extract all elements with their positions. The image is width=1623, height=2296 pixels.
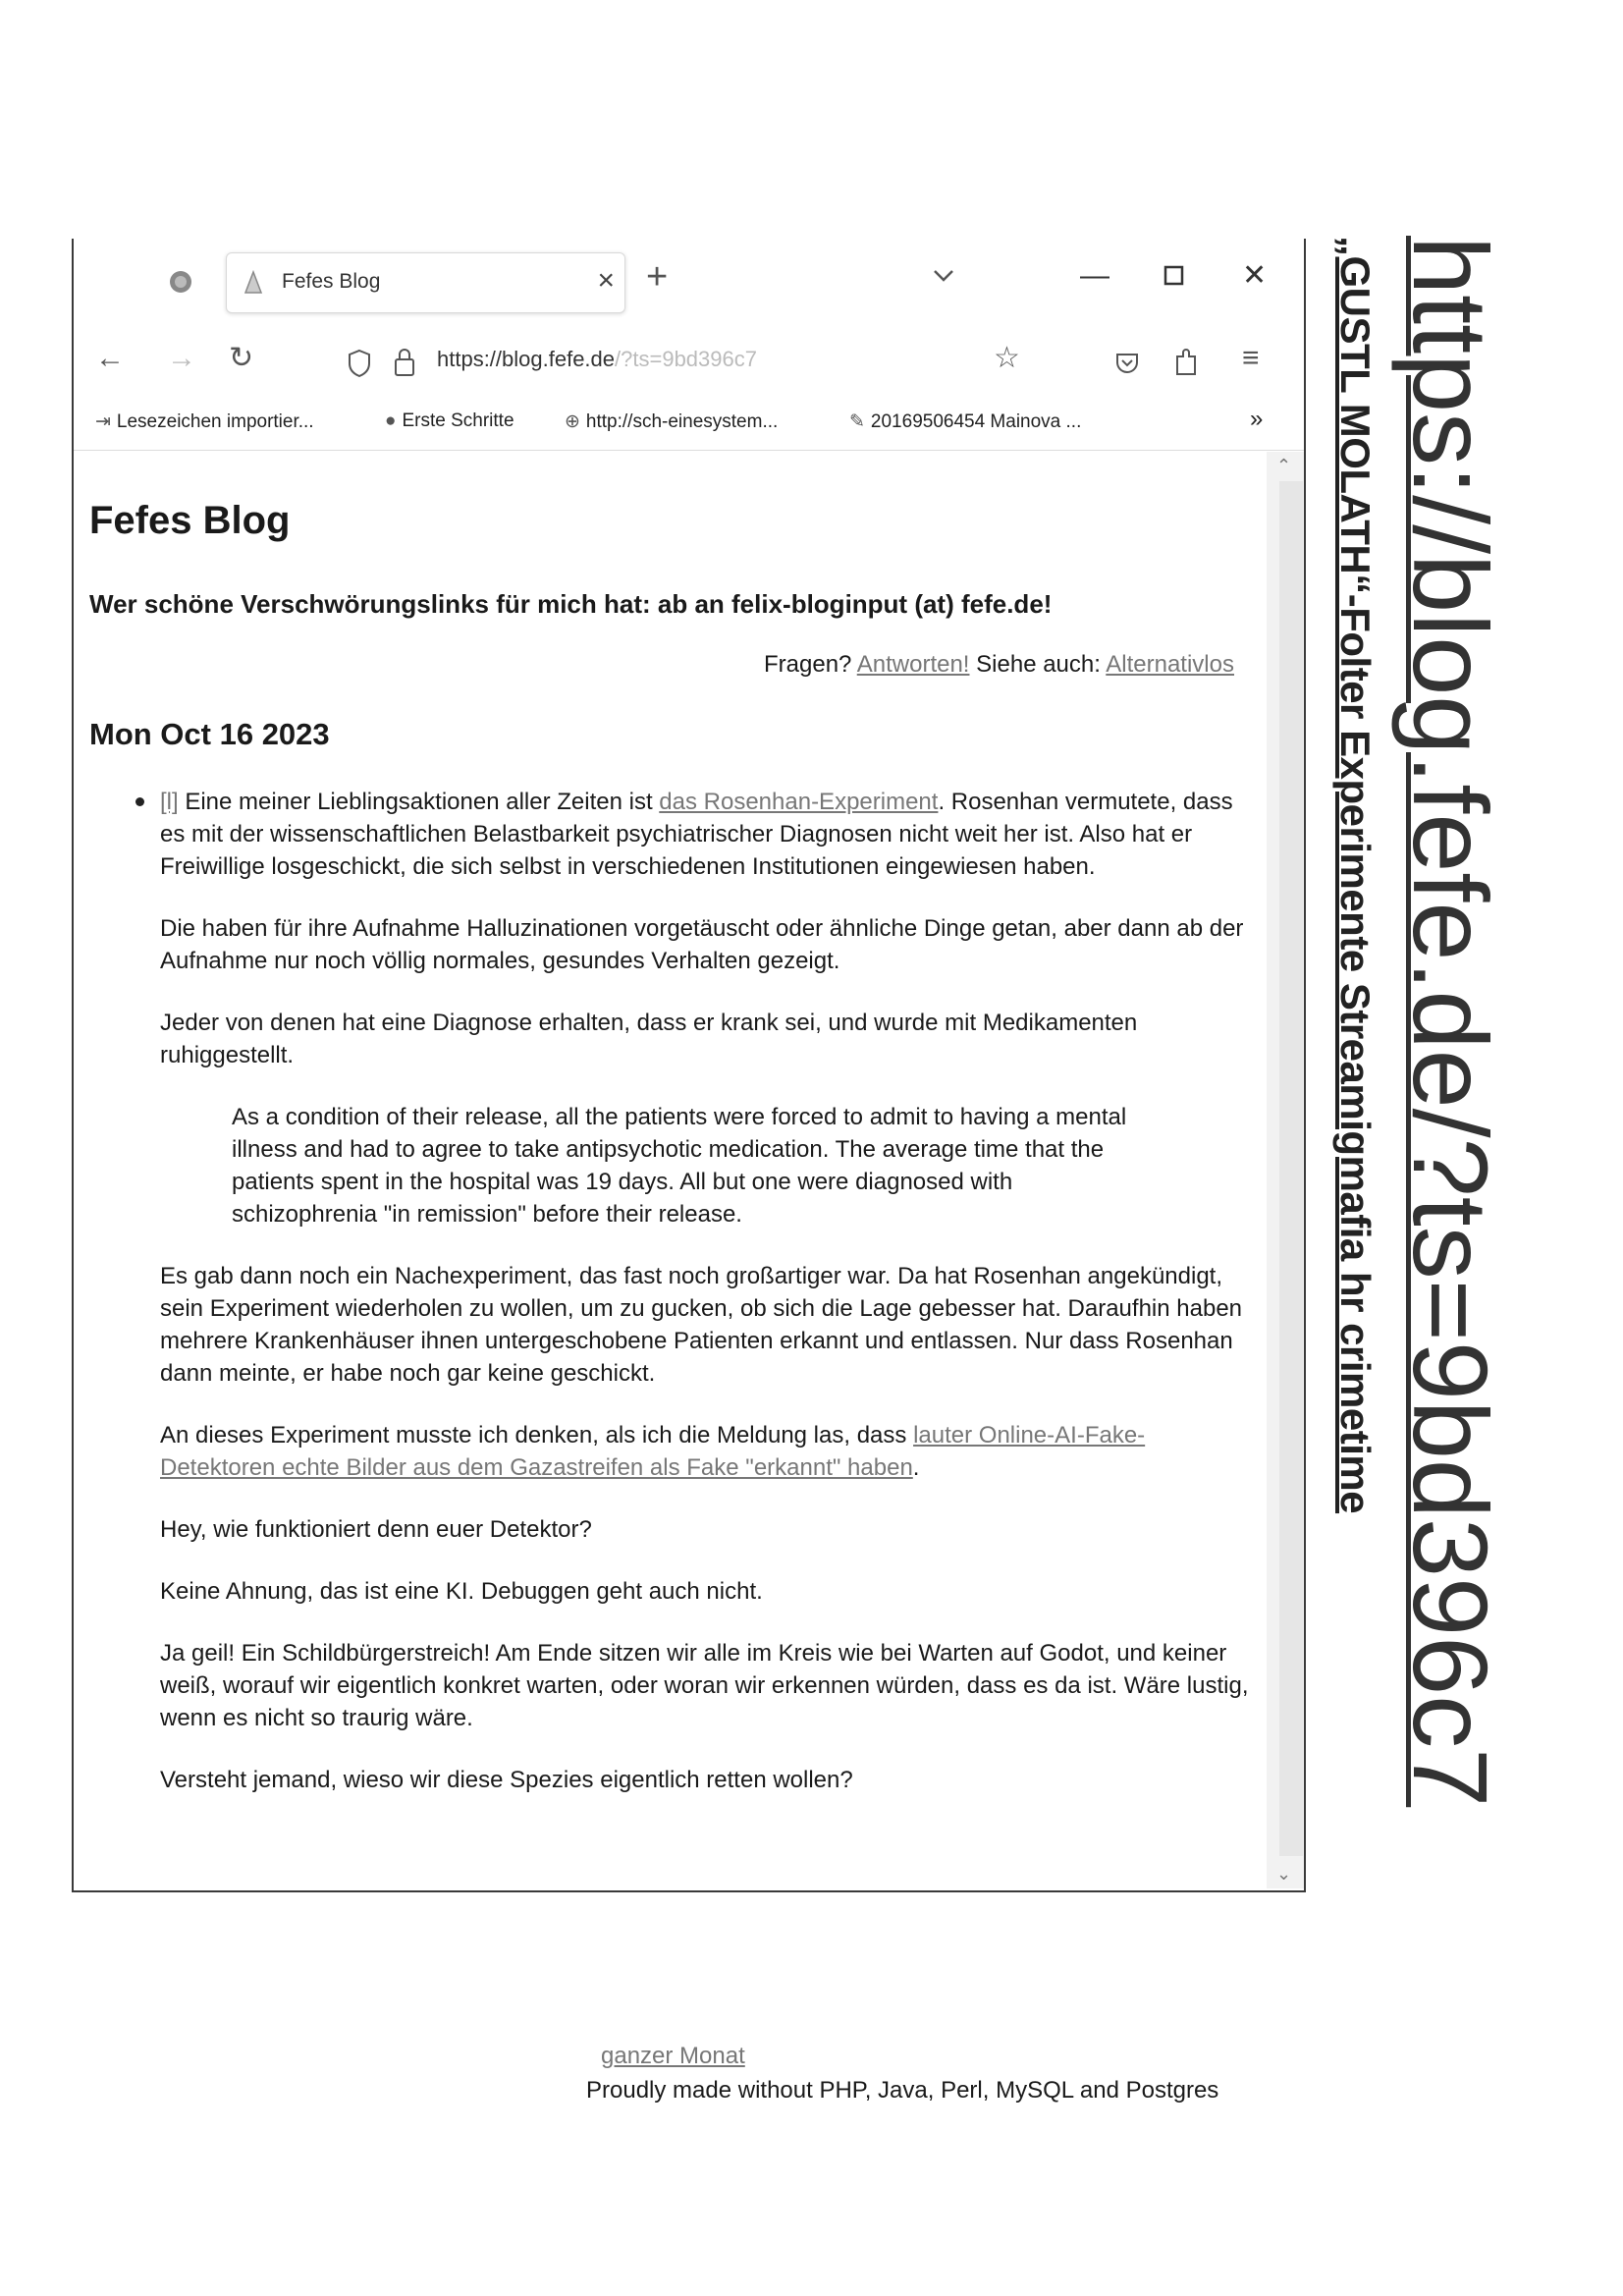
extensions-icon[interactable]	[1173, 347, 1201, 378]
reload-icon[interactable]: ↻	[229, 342, 254, 374]
page-content	[74, 452, 1264, 2104]
post-paragraph: Es gab dann noch ein Nachexperiment, das fast noch großartiger war. Da hat Rosenhan angekündigt, sein Experiment wiederholen zu wollen, um zu gucken, ob sich die Lage gebesser hat. Daraufhin haben mehrere Krankenhäuser ihnen untergeschobene Patienten erkannt und entlassen. Nur dass Rosenhan dann meinte, er habe noch gar keine geschickt.	[160, 1263, 1243, 1387]
bookmark-label: Lesezeichen importier...	[116, 411, 314, 432]
url-host: https://blog.fefe.de	[437, 347, 616, 371]
post-paragraph: Die haben für ihre Aufnahme Halluzinationen vorgetäuscht oder ähnliche Dinge getan, aber dann ab der Aufnahme nur noch völlig normales, gesundes Verhalten gezeigt.	[160, 915, 1244, 974]
rosenhan-link[interactable]: das Rosenhan-Experiment	[659, 789, 939, 815]
bookmark-label: 20169506454 Mainova ...	[870, 411, 1082, 432]
post-paragraph: Jeder von denen hat eine Diagnose erhalten, dass er krank sei, und wurde mit Medikamenten ruhiggestellt.	[160, 1010, 1138, 1068]
maximize-icon[interactable]	[1163, 256, 1185, 306]
post-text: An dieses Experiment musste ich denken, als ich die Meldung las, dass	[160, 1422, 907, 1449]
address-bar[interactable]	[437, 347, 757, 372]
url-query: /?ts=9bd396c7	[615, 347, 757, 371]
post-text: . Rosenhan vermutete, dass es mit der wissenschaftlichen Belastbarkeit psychiatrischer Diagnosen nicht weit her ist. Also hat er Freiwillige losgeschickt, die sich selbst in verschiedenen Institutionen eingewiesen haben.	[160, 789, 1233, 880]
import-icon: ⇥	[95, 411, 111, 432]
tab-title: Fefes Blog	[282, 270, 381, 293]
bookmarks-overflow-icon[interactable]: »	[1250, 406, 1264, 432]
minimize-icon[interactable]: —	[1080, 259, 1109, 292]
post-quote: As a condition of their release, all the patients were forced to admit to having a mental illness and had to agree to take antipsychotic medication. The average time that the patients spent in the hospital was 19 days. All but one were diagnosed with schizophrenia "in remission" before their release.	[232, 1104, 1127, 1228]
vertical-note-annotation: „GUSTL MOLATH“-Folter Experimente Streamigmafia hr crimetime	[1332, 236, 1379, 1514]
firefox-view-icon[interactable]	[167, 268, 194, 296]
vertical-scrollbar[interactable]	[1267, 452, 1304, 1888]
alternativlos-link[interactable]: Alternativlos	[1106, 651, 1234, 678]
blog-tagline: Wer schöne Verschwörungslinks für mich hat: ab an felix-bloginput (at) fefe.de!	[89, 589, 1053, 619]
post-text: Eine meiner Lieblingsaktionen aller Zeiten ist	[185, 789, 653, 815]
lock-icon[interactable]	[394, 347, 415, 378]
navigation-bar	[74, 325, 1304, 396]
post-paragraph	[160, 1419, 1255, 1484]
qa-line	[764, 651, 1234, 679]
bookmark-mainova[interactable]	[849, 410, 1081, 433]
ai-fake-detector-link[interactable]: lauter Online-AI-Fake-Detektoren echte Bilder aus dem Gazastreifen als Fake "erkannt" haben	[160, 1422, 1146, 1481]
post-paragraph	[160, 786, 1255, 883]
post-date: Mon Oct 16 2023	[89, 717, 330, 751]
tab-favicon-icon	[243, 269, 264, 295]
blog-title: Fefes Blog	[89, 499, 291, 542]
new-tab-icon[interactable]: +	[646, 256, 669, 298]
permalink[interactable]: [l]	[160, 789, 179, 815]
post-paragraph: Keine Ahnung, das ist eine KI. Debuggen geht auch nicht.	[160, 1578, 763, 1605]
browser-window	[72, 239, 1306, 2104]
shield-icon[interactable]	[347, 349, 372, 378]
tab-list-chevron-down-icon[interactable]	[931, 256, 956, 306]
forward-arrow-icon[interactable]: →	[167, 342, 196, 374]
globe-icon: ⊕	[565, 411, 580, 432]
bullet-icon	[135, 797, 144, 806]
scrollbar-thumb[interactable]	[1279, 481, 1303, 1856]
footer-text: Proudly made without PHP, Java, Perl, MySQL and Postgres	[586, 2077, 1219, 2104]
tab-close-icon[interactable]: ×	[597, 264, 615, 297]
scroll-up-icon[interactable]: ⌃	[1276, 456, 1292, 475]
post-paragraph: Ja geil! Ein Schildbürgerstreich! Am Ende sitzen wir alle im Kreis wie bei Warten auf Godot, und keiner weiß, worauf wir eigentlich konkret warten, oder woran wir erkennen würden, dass es da ist. Wäre lustig, wenn es nicht so traurig wäre.	[160, 1640, 1249, 1731]
bookmark-sch-einesystem[interactable]	[565, 410, 778, 433]
ganzer-monat-link[interactable]: ganzer Monat	[601, 2043, 745, 2069]
antworten-link[interactable]: Antworten!	[856, 651, 970, 678]
pen-icon: ✎	[849, 411, 865, 432]
bookmark-erste-schritte[interactable]	[385, 410, 514, 432]
bleed-through-text	[69, 59, 83, 116]
pocket-icon[interactable]	[1114, 351, 1140, 376]
post-paragraph: Versteht jemand, wieso wir diese Spezies eigentlich retten wollen?	[160, 1767, 853, 1793]
blog-post	[160, 786, 1255, 1826]
vertical-url-annotation: https://blog.fefe.de/?ts=9bd396c7	[1391, 236, 1510, 1808]
bookmark-label: http://sch-einesystem...	[585, 411, 779, 432]
bookmarks-bar	[74, 396, 1304, 451]
tab-fefes-blog[interactable]	[226, 252, 625, 313]
firefox-icon: ●	[385, 410, 397, 431]
qa-middle: Siehe auch:	[976, 651, 1101, 678]
bookmark-label: Erste Schritte	[402, 410, 514, 431]
post-paragraph: Hey, wie funktioniert denn euer Detektor?	[160, 1516, 592, 1543]
post-text: .	[912, 1454, 920, 1481]
bookmark-import[interactable]	[95, 410, 314, 433]
menu-icon[interactable]: ≡	[1242, 342, 1260, 374]
title-bar	[74, 239, 1304, 325]
back-arrow-icon[interactable]: ←	[95, 342, 125, 374]
scroll-down-icon[interactable]: ⌄	[1276, 1864, 1292, 1884]
close-window-icon[interactable]: ✕	[1242, 259, 1268, 292]
qa-prefix: Fragen?	[764, 651, 852, 678]
bookmark-star-icon[interactable]: ☆	[994, 342, 1020, 374]
